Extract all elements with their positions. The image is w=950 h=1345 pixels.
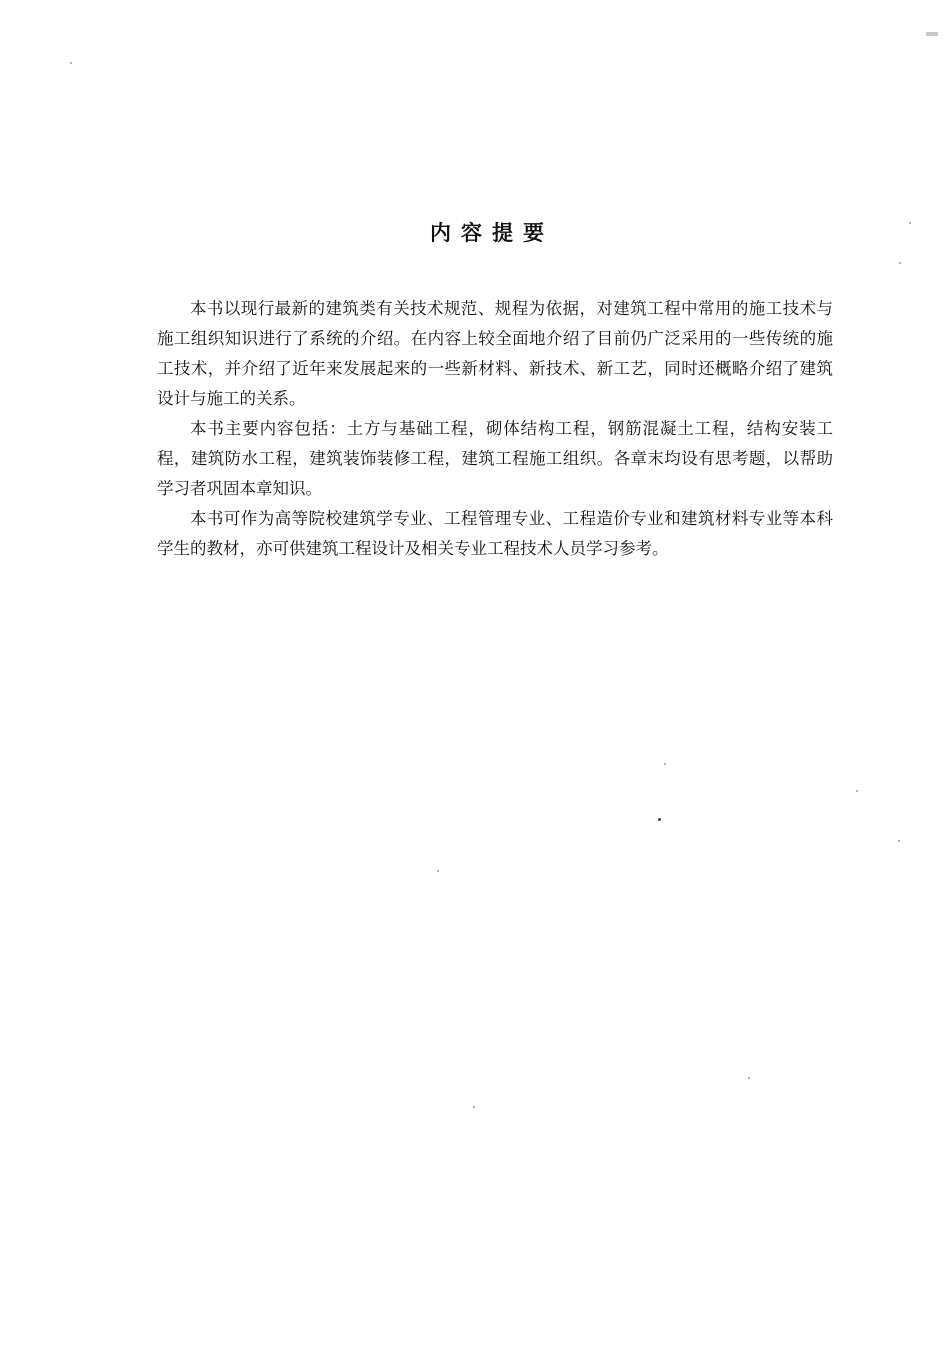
scan-speck: [473, 1106, 475, 1108]
scan-speck: [658, 818, 661, 821]
abstract-body: [157, 294, 833, 564]
paragraph-2: 本书主要内容包括：土方与基础工程，砌体结构工程，钢筋混凝土工程，结构安装工程，建筑防水工程，建筑装饰装修工程，建筑工程施工组织。各章末均设有思考题，以帮助学习者巩固本章知识。: [157, 419, 833, 498]
scan-speck: [899, 262, 901, 264]
scan-speck: [898, 840, 900, 842]
scan-corner-mark: [926, 32, 938, 36]
scan-speck: [909, 222, 911, 224]
page-title: 内容提要: [430, 221, 554, 246]
scan-speck: [856, 790, 858, 792]
scan-speck: [437, 870, 439, 872]
scan-speck: [664, 763, 666, 765]
paragraph-1: 本书以现行最新的建筑类有关技术规范、规程为依据，对建筑工程中常用的施工技术与施工组织知识进行了系统的介绍。在内容上较全面地介绍了目前仍广泛采用的一些传统的施工技术，并介绍了近年来发展起来的一些新材料、新技术、新工艺，同时还概略介绍了建筑设计与施工的关系。: [157, 299, 833, 408]
scan-speck: [70, 62, 72, 64]
scan-speck: [748, 1077, 750, 1079]
paragraph-3: 本书可作为高等院校建筑学专业、工程管理专业、工程造价专业和建筑材料专业等本科学生的教材，亦可供建筑工程设计及相关专业工程技术人员学习参考。: [157, 509, 833, 558]
